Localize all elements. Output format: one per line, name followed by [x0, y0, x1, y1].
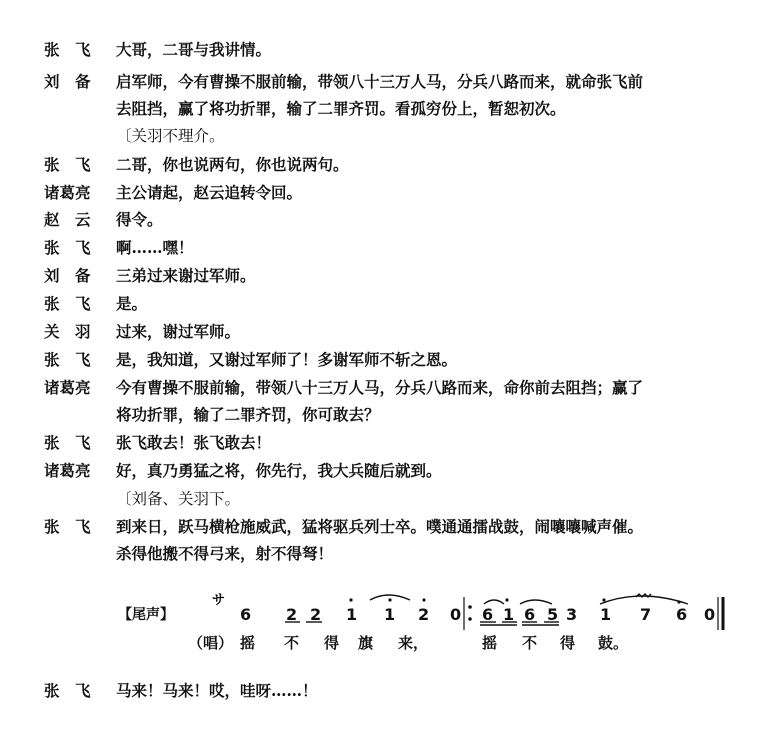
slur-mark [520, 600, 552, 604]
stage-direction: 〔关羽不理介。 [116, 127, 225, 145]
note-digit: 1 [600, 605, 612, 624]
dialogue-text: 马来！马来！哎，哇呀……！ [116, 681, 318, 700]
speaker-name: 张 飞 [44, 238, 91, 257]
dialogue-text: 过来，谢过军师。 [116, 322, 241, 341]
dialogue-text: 是，我知道，又谢过军师了！多谢军师不斩之恩。 [116, 350, 458, 369]
speaker-name: 诸葛亮 [44, 378, 91, 397]
note-digit: 2 [310, 605, 322, 624]
dialogue-text: 啊……嘿！ [116, 238, 194, 257]
speaker-name: 张 飞 [44, 155, 91, 174]
dialogue-text: 二哥，你也说两句，你也说两句。 [116, 155, 349, 174]
slur-mark [600, 596, 688, 604]
note-digit: 5 [547, 605, 559, 624]
dialogue-text: 张飞敢去！张飞敢去！ [116, 433, 272, 452]
dialogue-text: 启军师，今有曹操不服前输，带领八十三万人马，分兵八路而来，就命张飞前 [116, 72, 644, 91]
speaker-name: 赵 云 [44, 210, 91, 229]
slur-mark [484, 600, 504, 604]
dots [349, 598, 680, 620]
note-digit: 0 [450, 605, 462, 624]
speaker-name: 张 飞 [44, 681, 91, 700]
lyric-char: 摇 [482, 634, 498, 652]
music-score [0, 592, 772, 672]
lyric-char: 得 [324, 634, 340, 652]
dialogue-text: 得令。 [116, 210, 163, 229]
speaker-name: 张 飞 [44, 433, 91, 452]
speaker-name: 张 飞 [44, 350, 91, 369]
lyric-char: 不 [284, 634, 300, 652]
note-digit: 1 [503, 605, 515, 624]
dialogue-text: 三弟过来谢过军师。 [116, 266, 256, 285]
notation-svg [0, 592, 772, 672]
note-digit: 6 [524, 605, 536, 624]
lyric-char: 旗 [358, 634, 374, 652]
sing-label: （唱） [188, 634, 234, 652]
note-digit: 3 [566, 605, 578, 624]
dialogue-text: 杀得他搬不得弓来，射不得弩！ [116, 544, 334, 563]
speaker-name: 关 羽 [44, 322, 91, 341]
dialogue-text: 是。 [116, 294, 148, 313]
lyric-char: 来， [398, 634, 429, 652]
note-digit: 1 [384, 605, 396, 624]
dialogue-text: 到来日，跃马横枪施威武，猛将驱兵列士卒。噗通通擂战鼓，闹嚷嚷喊声催。 [116, 517, 644, 536]
speaker-name: 刘 备 [44, 266, 91, 285]
note-digit: 2 [286, 605, 298, 624]
note-digit: 7 [640, 605, 652, 624]
note-digit: 2 [418, 605, 430, 624]
speaker-name: 诸葛亮 [44, 461, 91, 480]
note-digit: 6 [482, 605, 494, 624]
note-digit: 6 [240, 605, 252, 624]
score-tag: 【尾声】 [118, 607, 174, 623]
dialogue-text: 今有曹操不服前输，带领八十三万人马，分兵八路而来，命你前去阻挡；赢了 [116, 378, 644, 397]
speaker-name: 诸葛亮 [44, 183, 91, 202]
speaker-name: 张 飞 [44, 294, 91, 313]
tempo-mark: サ [212, 593, 226, 608]
note-digit: 6 [676, 605, 688, 624]
lyric-char: 摇 [240, 634, 256, 652]
lyric-char: 鼓。 [598, 634, 629, 652]
dialogue-text: 好，真乃勇猛之将，你先行，我大兵随后就到。 [116, 461, 442, 480]
dialogue-text: 大哥，二哥与我讲情。 [116, 40, 272, 59]
dialogue-text: 将功折罪，输了二罪齐罚，你可敢去？ [116, 405, 380, 424]
dialogue-text: 去阻挡，赢了将功折罪，输了二罪齐罚。看孤穷份上，暂恕初次。 [116, 99, 566, 118]
speaker-name: 张 飞 [44, 517, 91, 536]
stage-direction: 〔刘备、关羽下。 [116, 490, 241, 508]
lyric-char: 得 [560, 634, 576, 652]
note-digit: 1 [346, 605, 358, 624]
dialogue-text: 主公请起，赵云追转令回。 [116, 183, 303, 202]
speaker-name: 刘 备 [44, 72, 91, 91]
speaker-name: 张 飞 [44, 40, 91, 59]
lyric-char: 不 [522, 634, 538, 652]
note-digit: 0 [704, 605, 716, 624]
